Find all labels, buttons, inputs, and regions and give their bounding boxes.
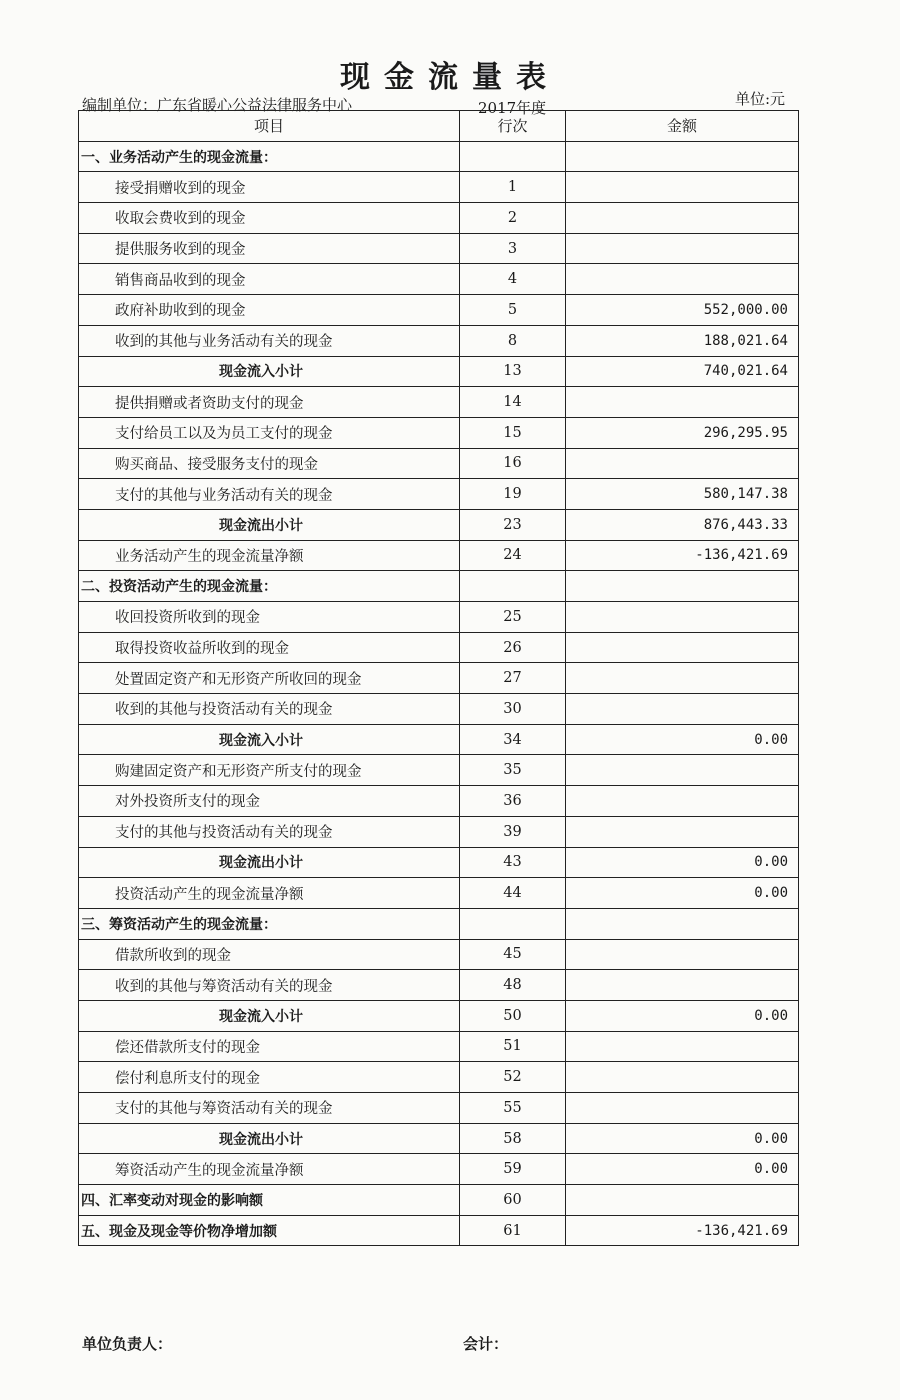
table-row (79, 1031, 799, 1062)
row-item-cell: 现金流入小计 (79, 356, 460, 387)
row-amount-cell: 0.00 (566, 724, 799, 755)
row-amount-cell (566, 203, 799, 234)
row-line-cell: 50 (460, 1000, 566, 1031)
fiscal-year: 2017年度 (478, 99, 547, 117)
row-amount-cell: -136,421.69 (566, 540, 799, 571)
row-amount-cell (566, 1093, 799, 1124)
row-amount-cell (566, 1062, 799, 1093)
row-item-cell: 借款所收到的现金 (79, 939, 460, 970)
row-line-cell: 55 (460, 1093, 566, 1124)
currency-unit: 单位:元 (735, 90, 786, 108)
row-line-cell: 25 (460, 602, 566, 633)
table-row (79, 1185, 799, 1216)
row-line-cell: 30 (460, 694, 566, 725)
table-row (79, 203, 799, 234)
row-amount-cell (566, 663, 799, 694)
row-amount-cell: 0.00 (566, 1123, 799, 1154)
responsible-person-label: 单位负责人： (82, 1335, 173, 1353)
row-line-cell: 1 (460, 172, 566, 203)
row-item-cell: 四、汇率变动对现金的影响额 (79, 1185, 460, 1216)
row-amount-cell (566, 233, 799, 264)
row-line-cell: 43 (460, 847, 566, 878)
row-item-cell: 筹资活动产生的现金流量净额 (79, 1154, 460, 1185)
table-row (79, 1093, 799, 1124)
row-amount-cell (566, 908, 799, 939)
row-item-cell: 投资活动产生的现金流量净额 (79, 878, 460, 909)
row-amount-cell (566, 939, 799, 970)
row-item-cell: 收取会费收到的现金 (79, 203, 460, 234)
table-row (79, 325, 799, 356)
cash-flow-table (78, 110, 799, 1246)
page-title: 现金流量表 (340, 60, 560, 95)
row-line-cell: 58 (460, 1123, 566, 1154)
preparing-unit: 编制单位：广东省暖心公益法律服务中心 (82, 96, 353, 114)
row-line-cell (460, 141, 566, 172)
row-item-cell: 接受捐赠收到的现金 (79, 172, 460, 203)
table-row (79, 847, 799, 878)
table-row (79, 816, 799, 847)
row-item-cell: 偿还借款所支付的现金 (79, 1031, 460, 1062)
row-amount-cell (566, 264, 799, 295)
row-item-cell: 收到的其他与投资活动有关的现金 (79, 694, 460, 725)
table-header-row (79, 111, 799, 142)
table-row (79, 141, 799, 172)
row-amount-cell: -136,421.69 (566, 1215, 799, 1246)
table-row (79, 755, 799, 786)
row-line-cell: 35 (460, 755, 566, 786)
row-line-cell: 4 (460, 264, 566, 295)
row-line-cell: 34 (460, 724, 566, 755)
row-amount-cell (566, 571, 799, 602)
row-item-cell: 现金流出小计 (79, 847, 460, 878)
table-row (79, 1062, 799, 1093)
row-line-cell: 26 (460, 632, 566, 663)
row-item-cell: 收到的其他与业务活动有关的现金 (79, 325, 460, 356)
table-row (79, 356, 799, 387)
row-amount-cell (566, 786, 799, 817)
table-body (79, 141, 799, 1246)
row-line-cell: 2 (460, 203, 566, 234)
row-line-cell: 13 (460, 356, 566, 387)
row-amount-cell (566, 970, 799, 1001)
row-item-cell: 提供捐赠或者资助支付的现金 (79, 387, 460, 418)
row-line-cell: 5 (460, 295, 566, 326)
row-line-cell: 14 (460, 387, 566, 418)
row-item-cell: 购建固定资产和无形资产所支付的现金 (79, 755, 460, 786)
row-amount-cell (566, 755, 799, 786)
table-row (79, 509, 799, 540)
row-amount-cell (566, 816, 799, 847)
table-row (79, 1215, 799, 1246)
row-amount-cell: 740,021.64 (566, 356, 799, 387)
row-item-cell: 支付的其他与业务活动有关的现金 (79, 479, 460, 510)
table-row (79, 448, 799, 479)
table-row (79, 1154, 799, 1185)
table-row (79, 479, 799, 510)
column-header-item: 项目 (79, 111, 460, 142)
row-amount-cell (566, 1031, 799, 1062)
accountant-label: 会计： (463, 1335, 509, 1353)
row-item-cell: 现金流入小计 (79, 1000, 460, 1031)
row-item-cell: 偿付利息所支付的现金 (79, 1062, 460, 1093)
row-item-cell: 对外投资所支付的现金 (79, 786, 460, 817)
row-amount-cell (566, 141, 799, 172)
row-item-cell: 业务活动产生的现金流量净额 (79, 540, 460, 571)
row-item-cell: 三、筹资活动产生的现金流量： (79, 908, 460, 939)
table-row (79, 264, 799, 295)
row-item-cell: 支付给员工以及为员工支付的现金 (79, 417, 460, 448)
table-row (79, 387, 799, 418)
row-item-cell: 支付的其他与筹资活动有关的现金 (79, 1093, 460, 1124)
table-row (79, 694, 799, 725)
row-item-cell: 提供服务收到的现金 (79, 233, 460, 264)
table-row (79, 632, 799, 663)
row-line-cell: 36 (460, 786, 566, 817)
row-item-cell: 二、投资活动产生的现金流量： (79, 571, 460, 602)
row-amount-cell: 0.00 (566, 878, 799, 909)
row-line-cell (460, 908, 566, 939)
row-amount-cell (566, 602, 799, 633)
row-amount-cell: 0.00 (566, 847, 799, 878)
row-item-cell: 收回投资所收到的现金 (79, 602, 460, 633)
table-row (79, 878, 799, 909)
row-line-cell: 59 (460, 1154, 566, 1185)
row-item-cell: 处置固定资产和无形资产所收回的现金 (79, 663, 460, 694)
row-item-cell: 政府补助收到的现金 (79, 295, 460, 326)
row-line-cell: 24 (460, 540, 566, 571)
table-row (79, 970, 799, 1001)
row-amount-cell: 552,000.00 (566, 295, 799, 326)
row-amount-cell: 580,147.38 (566, 479, 799, 510)
row-line-cell (460, 571, 566, 602)
row-line-cell: 16 (460, 448, 566, 479)
table-row (79, 172, 799, 203)
row-amount-cell (566, 632, 799, 663)
row-amount-cell (566, 1185, 799, 1216)
row-item-cell: 现金流出小计 (79, 509, 460, 540)
table-row (79, 908, 799, 939)
row-item-cell: 五、现金及现金等价物净增加额 (79, 1215, 460, 1246)
row-amount-cell (566, 694, 799, 725)
row-amount-cell: 0.00 (566, 1000, 799, 1031)
row-item-cell: 一、业务活动产生的现金流量： (79, 141, 460, 172)
row-line-cell: 48 (460, 970, 566, 1001)
row-item-cell: 取得投资收益所收到的现金 (79, 632, 460, 663)
table-row (79, 1000, 799, 1031)
row-amount-cell: 0.00 (566, 1154, 799, 1185)
column-header-amount: 金额 (566, 111, 799, 142)
row-line-cell: 51 (460, 1031, 566, 1062)
row-item-cell: 现金流出小计 (79, 1123, 460, 1154)
table-row (79, 939, 799, 970)
table-row (79, 786, 799, 817)
row-amount-cell (566, 387, 799, 418)
row-item-cell: 现金流入小计 (79, 724, 460, 755)
row-amount-cell (566, 448, 799, 479)
row-item-cell: 支付的其他与投资活动有关的现金 (79, 816, 460, 847)
row-line-cell: 60 (460, 1185, 566, 1216)
row-line-cell: 44 (460, 878, 566, 909)
row-line-cell: 39 (460, 816, 566, 847)
table-row (79, 233, 799, 264)
row-line-cell: 23 (460, 509, 566, 540)
table-row (79, 571, 799, 602)
row-item-cell: 收到的其他与筹资活动有关的现金 (79, 970, 460, 1001)
row-line-cell: 52 (460, 1062, 566, 1093)
row-amount-cell (566, 172, 799, 203)
row-line-cell: 27 (460, 663, 566, 694)
table-row (79, 663, 799, 694)
table-row (79, 295, 799, 326)
table-row (79, 724, 799, 755)
row-line-cell: 8 (460, 325, 566, 356)
row-amount-cell: 296,295.95 (566, 417, 799, 448)
row-item-cell: 销售商品收到的现金 (79, 264, 460, 295)
row-item-cell: 购买商品、接受服务支付的现金 (79, 448, 460, 479)
row-line-cell: 15 (460, 417, 566, 448)
column-header-line: 行次 (460, 111, 566, 142)
table-row (79, 417, 799, 448)
row-line-cell: 3 (460, 233, 566, 264)
table-row (79, 602, 799, 633)
row-amount-cell: 188,021.64 (566, 325, 799, 356)
table-row (79, 540, 799, 571)
row-line-cell: 19 (460, 479, 566, 510)
row-line-cell: 61 (460, 1215, 566, 1246)
row-line-cell: 45 (460, 939, 566, 970)
table-row (79, 1123, 799, 1154)
row-amount-cell: 876,443.33 (566, 509, 799, 540)
